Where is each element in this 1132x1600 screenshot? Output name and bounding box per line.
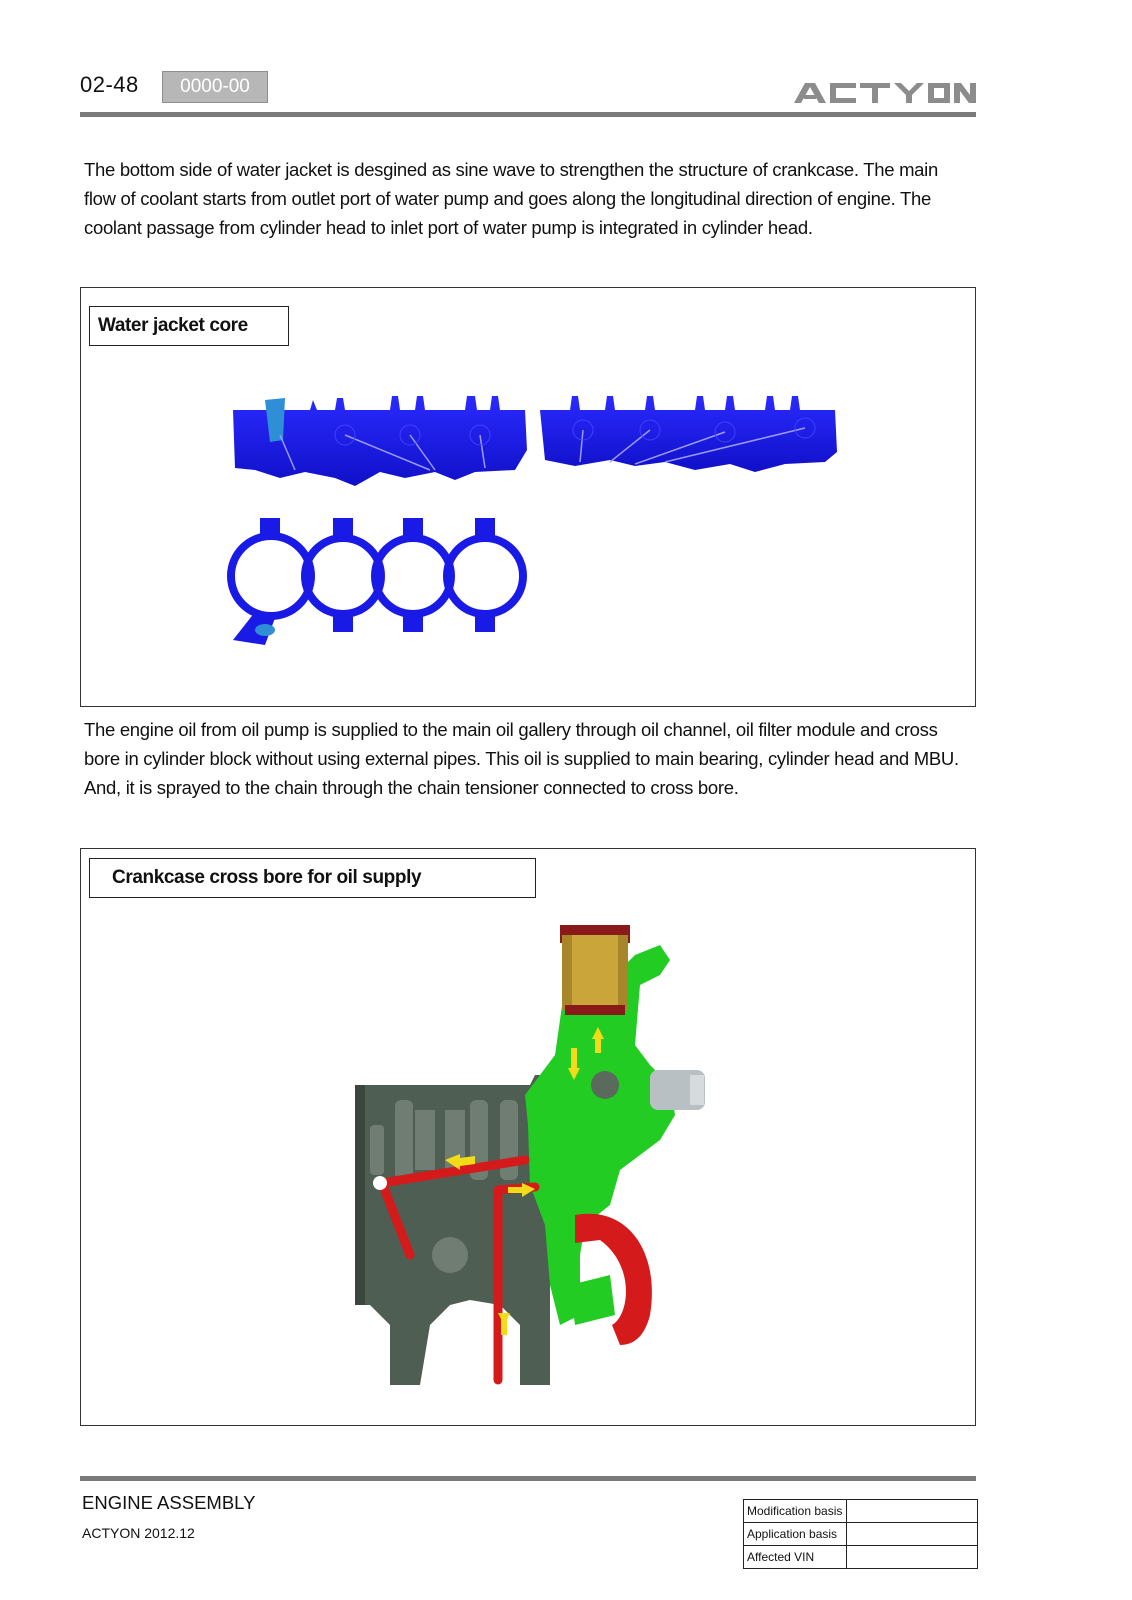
crankcase-figure-title: Crankcase cross bore for oil supply xyxy=(89,858,536,898)
application-basis-value xyxy=(847,1523,978,1546)
application-basis-label: Application basis xyxy=(744,1523,847,1546)
footer-divider xyxy=(80,1476,976,1481)
table-row xyxy=(744,1523,978,1546)
modification-basis-label: Modification basis xyxy=(744,1500,847,1523)
jacket-side-view-right xyxy=(540,396,837,472)
timing-gear-cover xyxy=(575,1214,652,1345)
table-row xyxy=(744,1500,978,1523)
water-jacket-paragraph: The bottom side of water jacket is desgined as sine wave to strengthen the structure of crankcase. The main flow of coolant starts from outlet port of water pump and goes along the longitudinal direction of engine. The coolant passage from cylinder head to inlet port of water pump is integrated in cylinder head. xyxy=(84,159,938,238)
page-number: 02-48 xyxy=(80,72,139,97)
section-title: ENGINE ASSEMBLY xyxy=(82,1492,256,1513)
revision-info-table xyxy=(743,1499,978,1569)
crankcase-cross-bore-illustration xyxy=(350,925,730,1385)
document-edition: ACTYON 2012.12 xyxy=(82,1525,195,1541)
jacket-top-view xyxy=(231,518,523,645)
actyon-logo xyxy=(794,81,976,105)
jacket-side-view-left xyxy=(233,396,527,486)
affected-vin-value xyxy=(847,1546,978,1569)
header-divider xyxy=(80,112,976,117)
pump-fitting xyxy=(650,1070,705,1110)
table-row xyxy=(744,1546,978,1569)
cylinder-block xyxy=(355,1075,550,1385)
affected-vin-label: Affected VIN xyxy=(744,1546,847,1569)
modification-basis-value xyxy=(847,1500,978,1523)
section-code-badge: 0000-00 xyxy=(162,71,268,103)
water-jacket-figure-title: Water jacket core xyxy=(89,306,289,346)
oil-filter-cartridge xyxy=(560,925,630,1015)
oil-supply-paragraph: The engine oil from oil pump is supplied to the main oil gallery through oil channel, oil filter module and cross bore in cylinder block without using external pipes. This oil is supplied to main bearing, cylinder head and MBU. And, it is sprayed to the chain through the chain tensioner connected to cross bore. xyxy=(84,719,959,798)
water-jacket-core-illustration xyxy=(225,390,865,670)
cross-bore-opening xyxy=(373,1176,387,1190)
